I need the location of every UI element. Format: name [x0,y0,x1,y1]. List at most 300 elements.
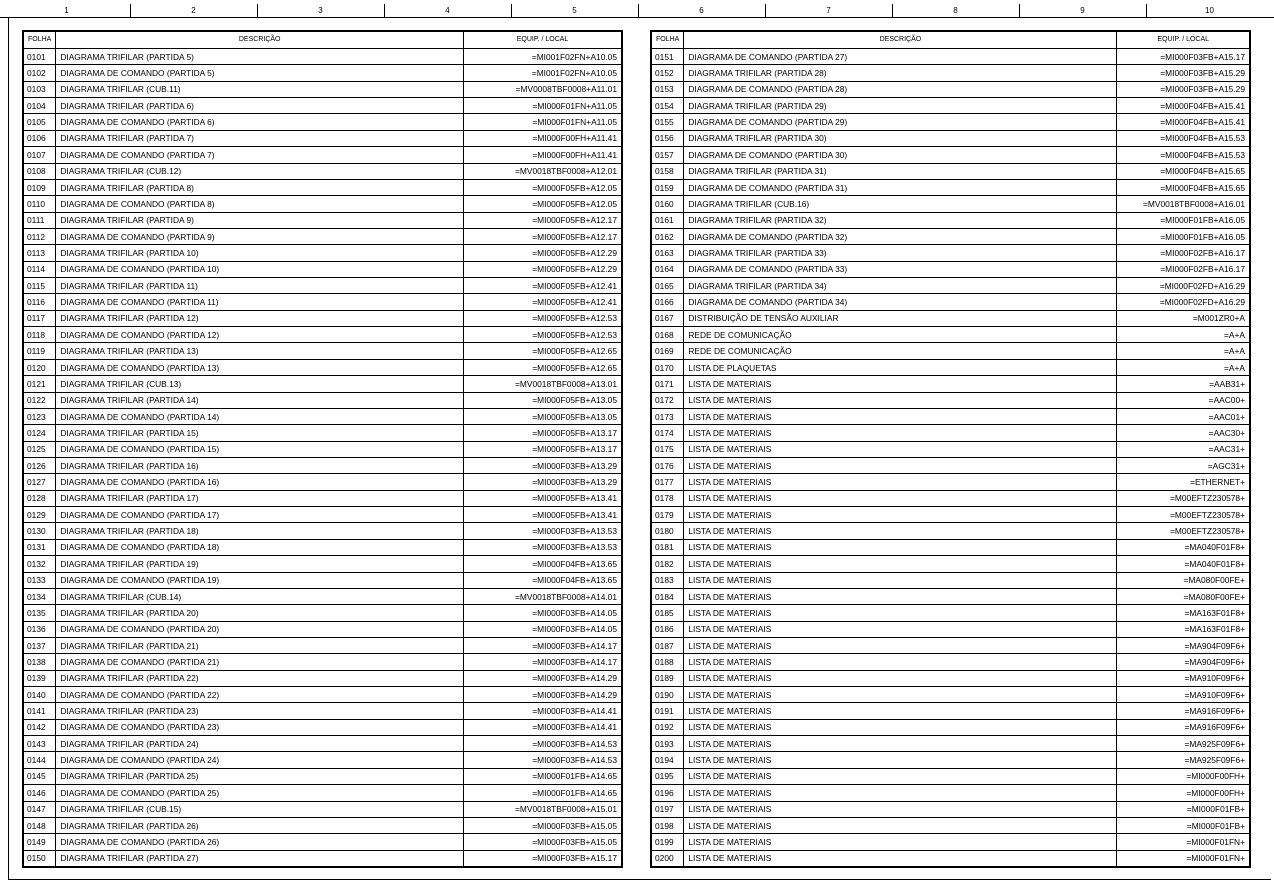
sheet-description: DIAGRAMA TRIFILAR (PARTIDA 26) [56,817,464,833]
table-row [651,507,1250,523]
sheet-number: 0127 [23,474,56,490]
sheet-number: 0152 [651,65,684,81]
sheet-description: LISTA DE MATERIAIS [684,752,1117,768]
sheet-description: DIAGRAMA DE COMANDO (PARTIDA 13) [56,359,464,375]
ruler-label: 9 [1080,6,1085,15]
sheet-description: REDE DE COMUNICAÇÃO [684,343,1117,359]
table-row [651,114,1250,130]
sheet-number: 0113 [23,245,56,261]
equipment-location: =MI000F05FB+A12.41 [464,278,622,294]
equipment-location: =MI000F05FB+A12.29 [464,245,622,261]
sheet-description: DIAGRAMA DE COMANDO (PARTIDA 33) [684,261,1117,277]
sheet-number: 0111 [23,212,56,228]
sheet-description: LISTA DE MATERIAIS [684,588,1117,604]
sheet-description: LISTA DE PLAQUETAS [684,359,1117,375]
sheet-number: 0110 [23,196,56,212]
table-row [23,228,622,244]
sheet-description: LISTA DE MATERIAIS [684,376,1117,392]
equipment-location: =MI000F05FB+A13.41 [464,490,622,506]
sheet-number: 0167 [651,310,684,326]
table-row [651,687,1250,703]
equipment-location: =M00EFTZ230578+ [1117,523,1250,539]
equipment-location: =MI000F02FD+A16.29 [1117,294,1250,310]
equipment-location: =A+A [1117,343,1250,359]
ruler-label: 8 [953,6,958,15]
table-row [651,850,1250,867]
table-row [23,425,622,441]
sheet-description: LISTA DE MATERIAIS [684,654,1117,670]
sheet-description: DIAGRAMA DE COMANDO (PARTIDA 6) [56,114,464,130]
equipment-location: =MI000F01FN+ [1117,834,1250,850]
table-row [651,654,1250,670]
sheet-description: DIAGRAMA TRIFILAR (PARTIDA 16) [56,457,464,473]
sheet-description: LISTA DE MATERIAIS [684,539,1117,555]
equipment-location: =MI000F02FD+A16.29 [1117,278,1250,294]
equipment-location: =MI000F00FH+A11.41 [464,130,622,146]
table-row [651,768,1250,784]
sheet-number: 0149 [23,834,56,850]
table-row [23,817,622,833]
equipment-location: =MV0008TBF0008+A11.01 [464,81,622,97]
equipment-location: =MA910F09F6+ [1117,670,1250,686]
ruler-label: 3 [318,6,323,15]
ruler-label: 5 [572,6,577,15]
equipment-location: =MI000F04FB+A15.65 [1117,179,1250,195]
sheet-description: DIAGRAMA DE COMANDO (PARTIDA 21) [56,654,464,670]
sheet-number: 0123 [23,408,56,424]
sheet-number: 0176 [651,457,684,473]
sheet-number: 0120 [23,359,56,375]
table-row [23,196,622,212]
sheet-description: DIAGRAMA DE COMANDO (PARTIDA 18) [56,539,464,555]
sheet-number: 0169 [651,343,684,359]
equipment-location: =AAC31+ [1117,441,1250,457]
sheet-number: 0185 [651,605,684,621]
sheet-number: 0104 [23,98,56,114]
table-row [23,163,622,179]
equipment-location: =MI000F05FB+A12.05 [464,179,622,195]
sheet-description: DIAGRAMA DE COMANDO (PARTIDA 9) [56,228,464,244]
table-row [23,457,622,473]
equipment-location: =MI001F02FN+A10.05 [464,49,622,65]
sheet-description: DIAGRAMA TRIFILAR (CUB.16) [684,196,1117,212]
sheet-description: DIAGRAMA TRIFILAR (PARTIDA 13) [56,343,464,359]
table-row [23,490,622,506]
sheet-number: 0196 [651,785,684,801]
sheet-description: DIAGRAMA TRIFILAR (CUB.11) [56,81,464,97]
table-row [651,65,1250,81]
table-row [651,736,1250,752]
equipment-location: =MA916F09F6+ [1117,703,1250,719]
equipment-location: =MV0018TBF0008+A16.01 [1117,196,1250,212]
table-row [23,310,622,326]
equipment-location: =MA904F09F6+ [1117,637,1250,653]
equipment-location: =MV0018TBF0008+A15.01 [464,801,622,817]
table-row [651,278,1250,294]
equipment-location: =MI000F01FB+A16.05 [1117,228,1250,244]
sheet-description: DIAGRAMA DE COMANDO (PARTIDA 31) [684,179,1117,195]
table-row [23,850,622,867]
sheet-number: 0163 [651,245,684,261]
sheet-number: 0172 [651,392,684,408]
sheet-number: 0194 [651,752,684,768]
table-row [651,441,1250,457]
sheet-number: 0158 [651,163,684,179]
sheet-number: 0147 [23,801,56,817]
equipment-location: =MI000F00FH+ [1117,768,1250,784]
sheet-number: 0145 [23,768,56,784]
equipment-location: =MV0018TBF0008+A13.01 [464,376,622,392]
sheet-number: 0193 [651,736,684,752]
equipment-location: =AAC01+ [1117,408,1250,424]
sheet-description: LISTA DE MATERIAIS [684,817,1117,833]
table-row [651,474,1250,490]
table-row [651,196,1250,212]
sheet-number: 0115 [23,278,56,294]
sheet-number: 0180 [651,523,684,539]
sheet-description: LISTA DE MATERIAIS [684,441,1117,457]
sheet-description: DIAGRAMA DE COMANDO (PARTIDA 32) [684,228,1117,244]
sheet-description: LISTA DE MATERIAIS [684,425,1117,441]
sheet-description: DIAGRAMA DE COMANDO (PARTIDA 28) [684,81,1117,97]
equipment-location: =MI000F03FB+A14.17 [464,637,622,653]
sheet-description: DIAGRAMA TRIFILAR (PARTIDA 24) [56,736,464,752]
sheet-number: 0159 [651,179,684,195]
sheet-number: 0119 [23,343,56,359]
sheet-description: DIAGRAMA TRIFILAR (PARTIDA 30) [684,130,1117,146]
sheet-number: 0103 [23,81,56,97]
sheet-description: DIAGRAMA TRIFILAR (PARTIDA 7) [56,130,464,146]
sheet-number: 0106 [23,130,56,146]
table-row [23,752,622,768]
ruler-tick [1146,4,1147,17]
sheet-number: 0155 [651,114,684,130]
table-row [651,98,1250,114]
sheet-number: 0142 [23,719,56,735]
sheet-description: DIAGRAMA DE COMANDO (PARTIDA 10) [56,261,464,277]
table-row [23,376,622,392]
table-row [23,130,622,146]
sheet-number: 0190 [651,687,684,703]
equipment-location: =MA040F01F8+ [1117,539,1250,555]
ruler-label: 2 [191,6,196,15]
table-row [651,490,1250,506]
sheet-description: LISTA DE MATERIAIS [684,507,1117,523]
ruler-tick [638,4,639,17]
column-ruler [0,0,1274,18]
table-row [23,654,622,670]
sheet-number: 0148 [23,817,56,833]
table-row [23,572,622,588]
ruler-tick [130,4,131,17]
sheet-number: 0134 [23,588,56,604]
table-row [651,670,1250,686]
sheet-number: 0137 [23,637,56,653]
sheet-description: DIAGRAMA DE COMANDO (PARTIDA 26) [56,834,464,850]
table-row [651,408,1250,424]
equipment-location: =MA080F00FE+ [1117,588,1250,604]
equipment-location: =MV0018TBF0008+A12.01 [464,163,622,179]
sheet-number: 0157 [651,147,684,163]
equipment-location: =MI000F03FB+A14.29 [464,670,622,686]
sheet-number: 0189 [651,670,684,686]
sheet-number: 0192 [651,719,684,735]
table-row [651,130,1250,146]
equipment-location: =MI000F03FB+A14.41 [464,719,622,735]
table-row [23,687,622,703]
ruler-tick [384,4,385,17]
table-row [651,621,1250,637]
sheet-number: 0116 [23,294,56,310]
sheet-number: 0166 [651,294,684,310]
sheet-number: 0101 [23,49,56,65]
equipment-location: =MI000F02FB+A16.17 [1117,261,1250,277]
equipment-location: =MI001F02FN+A10.05 [464,65,622,81]
sheet-description: LISTA DE MATERIAIS [684,687,1117,703]
ruler-label: 6 [699,6,704,15]
equipment-location: =MA080F00FE+ [1117,572,1250,588]
sheet-number: 0181 [651,539,684,555]
table-row [23,408,622,424]
sheet-number: 0198 [651,817,684,833]
table-row [23,359,622,375]
equipment-location: =M00EFTZ230578+ [1117,490,1250,506]
sheet-description: DIAGRAMA DE COMANDO (PARTIDA 12) [56,327,464,343]
sheet-number: 0188 [651,654,684,670]
equipment-location: =MI000F04FB+A15.65 [1117,163,1250,179]
sheet-description: DIAGRAMA DE COMANDO (PARTIDA 11) [56,294,464,310]
equipment-location: =MI000F03FB+A14.29 [464,687,622,703]
equipment-location: =MI000F05FB+A13.17 [464,441,622,457]
equipment-location: =MI000F03FB+A15.17 [1117,49,1250,65]
sheet-description: DIAGRAMA DE COMANDO (PARTIDA 14) [56,408,464,424]
sheet-description: DIAGRAMA DE COMANDO (PARTIDA 19) [56,572,464,588]
equipment-location: =MI000F04FB+A15.53 [1117,130,1250,146]
sheet-description: DIAGRAMA DE COMANDO (PARTIDA 8) [56,196,464,212]
table-row [651,637,1250,653]
sheet-description: DIAGRAMA TRIFILAR (PARTIDA 21) [56,637,464,653]
equipment-location: =MI000F05FB+A12.17 [464,212,622,228]
table-row [651,703,1250,719]
sheet-description: DIAGRAMA TRIFILAR (PARTIDA 9) [56,212,464,228]
sheet-number: 0171 [651,376,684,392]
sheet-number: 0138 [23,654,56,670]
table-row [651,392,1250,408]
sheet-number: 0177 [651,474,684,490]
table-row [23,261,622,277]
sheet-number: 0117 [23,310,56,326]
sheet-description: DIAGRAMA TRIFILAR (PARTIDA 32) [684,212,1117,228]
equipment-location: =AAB31+ [1117,376,1250,392]
equipment-location: =MI000F03FB+A14.53 [464,752,622,768]
ruler-tick [257,4,258,17]
table-row [651,147,1250,163]
sheet-number: 0153 [651,81,684,97]
equipment-location: =M00EFTZ230578+ [1117,507,1250,523]
sheet-number: 0156 [651,130,684,146]
equipment-location: =MI000F03FB+A13.53 [464,523,622,539]
sheet-number: 0160 [651,196,684,212]
sheet-number: 0191 [651,703,684,719]
table-row [651,261,1250,277]
sheet-description: DIAGRAMA TRIFILAR (PARTIDA 19) [56,556,464,572]
table-row [23,588,622,604]
table-row [23,179,622,195]
table-row [23,507,622,523]
equipment-location: =AAC30+ [1117,425,1250,441]
equipment-location: =MI000F05FB+A12.65 [464,343,622,359]
sheet-description: LISTA DE MATERIAIS [684,605,1117,621]
table-row [651,294,1250,310]
sheet-number: 0124 [23,425,56,441]
sheet-number: 0135 [23,605,56,621]
sheet-description: DIAGRAMA TRIFILAR (PARTIDA 20) [56,605,464,621]
sheet-description: LISTA DE MATERIAIS [684,523,1117,539]
sheet-description: LISTA DE MATERIAIS [684,801,1117,817]
sheet-number: 0141 [23,703,56,719]
equipment-location: =A+A [1117,327,1250,343]
table-row [23,49,622,65]
table-row [651,457,1250,473]
equipment-location: =MI000F03FB+A15.05 [464,817,622,833]
table-row [651,49,1250,65]
table-row [651,752,1250,768]
sheet-description: DIAGRAMA TRIFILAR (PARTIDA 18) [56,523,464,539]
sheet-number: 0200 [651,850,684,867]
header-folha: FOLHA [651,31,684,49]
sheet-number: 0168 [651,327,684,343]
table-row [23,605,622,621]
table-row [651,376,1250,392]
equipment-location: =MI000F05FB+A12.53 [464,310,622,326]
table-row [23,114,622,130]
sheet-description: DIAGRAMA TRIFILAR (PARTIDA 34) [684,278,1117,294]
header-equip: EQUIP. / LOCAL [464,31,622,49]
table-row [23,785,622,801]
sheet-description: DIAGRAMA TRIFILAR (PARTIDA 25) [56,768,464,784]
sheet-number: 0183 [651,572,684,588]
sheet-description: DIAGRAMA DE COMANDO (PARTIDA 5) [56,65,464,81]
sheet-number: 0130 [23,523,56,539]
table-row [651,425,1250,441]
table-row [23,474,622,490]
sheet-number: 0165 [651,278,684,294]
table-row [23,392,622,408]
table-row [23,98,622,114]
table-header [23,31,622,49]
sheet-description: DIAGRAMA DE COMANDO (PARTIDA 27) [684,49,1117,65]
equipment-location: =MI000F05FB+A13.05 [464,392,622,408]
sheet-description: DIAGRAMA DE COMANDO (PARTIDA 15) [56,441,464,457]
table-row [651,81,1250,97]
equipment-location: =MI000F03FB+A13.53 [464,539,622,555]
sheet-description: DIAGRAMA DE COMANDO (PARTIDA 25) [56,785,464,801]
equipment-location: =MI000F03FB+A15.05 [464,834,622,850]
table-row [23,65,622,81]
sheet-description: DIAGRAMA TRIFILAR (PARTIDA 22) [56,670,464,686]
equipment-location: =MI000F03FB+A13.29 [464,474,622,490]
equipment-location: =MI000F01FB+ [1117,801,1250,817]
sheet-description: LISTA DE MATERIAIS [684,719,1117,735]
equipment-location: =MI000F03FB+A13.29 [464,457,622,473]
table-row [23,637,622,653]
sheet-number: 0178 [651,490,684,506]
sheet-number: 0133 [23,572,56,588]
ruler-label: 7 [826,6,831,15]
table-row [23,147,622,163]
sheet-number: 0173 [651,408,684,424]
sheet-description: LISTA DE MATERIAIS [684,392,1117,408]
ruler-tick [765,4,766,17]
equipment-location: =MI000F03FB+A14.17 [464,654,622,670]
sheet-number: 0164 [651,261,684,277]
table-row [651,327,1250,343]
table-row [23,719,622,735]
sheet-description: DIAGRAMA DE COMANDO (PARTIDA 29) [684,114,1117,130]
sheet-number: 0186 [651,621,684,637]
equipment-location: =MI000F01FN+A11.05 [464,114,622,130]
table-row [651,523,1250,539]
sheet-number: 0195 [651,768,684,784]
sheet-index-table-right [650,30,1251,868]
sheet-description: DIAGRAMA TRIFILAR (CUB.12) [56,163,464,179]
equipment-location: =MI000F01FN+ [1117,850,1250,867]
equipment-location: =MI000F05FB+A12.65 [464,359,622,375]
ruler-label: 10 [1205,6,1214,15]
table-row [651,572,1250,588]
sheet-number: 0179 [651,507,684,523]
sheet-description: LISTA DE MATERIAIS [684,408,1117,424]
sheet-description: DIAGRAMA TRIFILAR (PARTIDA 8) [56,179,464,195]
equipment-location: =MI000F05FB+A13.05 [464,408,622,424]
equipment-location: =MI000F03FB+A15.29 [1117,65,1250,81]
equipment-location: =MA040F01F8+ [1117,556,1250,572]
table-row [651,179,1250,195]
equipment-location: =MI000F04FB+A13.65 [464,572,622,588]
ruler-label: 1 [64,6,69,15]
sheet-description: DIAGRAMA DE COMANDO (PARTIDA 30) [684,147,1117,163]
table-row [23,670,622,686]
sheet-description: DIAGRAMA TRIFILAR (CUB.15) [56,801,464,817]
sheet-description: DIAGRAMA TRIFILAR (PARTIDA 15) [56,425,464,441]
sheet-description: LISTA DE MATERIAIS [684,670,1117,686]
sheet-number: 0170 [651,359,684,375]
sheet-number: 0197 [651,801,684,817]
table-row [23,736,622,752]
table-row [23,768,622,784]
ruler-tick [1019,4,1020,17]
table-row [651,310,1250,326]
equipment-location: =MA910F09F6+ [1117,687,1250,703]
equipment-location: =MI000F04FB+A15.41 [1117,114,1250,130]
sheet-description: DIAGRAMA TRIFILAR (PARTIDA 10) [56,245,464,261]
sheet-description: LISTA DE MATERIAIS [684,736,1117,752]
header-folha: FOLHA [23,31,56,49]
sheet-index-table-left [22,30,623,868]
equipment-location: =MI000F05FB+A12.17 [464,228,622,244]
equipment-location: =MI000F01FB+A14.65 [464,768,622,784]
equipment-location: =MA904F09F6+ [1117,654,1250,670]
sheet-number: 0151 [651,49,684,65]
table-row [651,539,1250,555]
table-row [651,785,1250,801]
equipment-location: =AGC31+ [1117,457,1250,473]
sheet-description: DIAGRAMA TRIFILAR (PARTIDA 14) [56,392,464,408]
sheet-description: LISTA DE MATERIAIS [684,457,1117,473]
equipment-location: =M001ZR0+A [1117,310,1250,326]
table-row [651,588,1250,604]
sheet-description: DIAGRAMA TRIFILAR (CUB.14) [56,588,464,604]
